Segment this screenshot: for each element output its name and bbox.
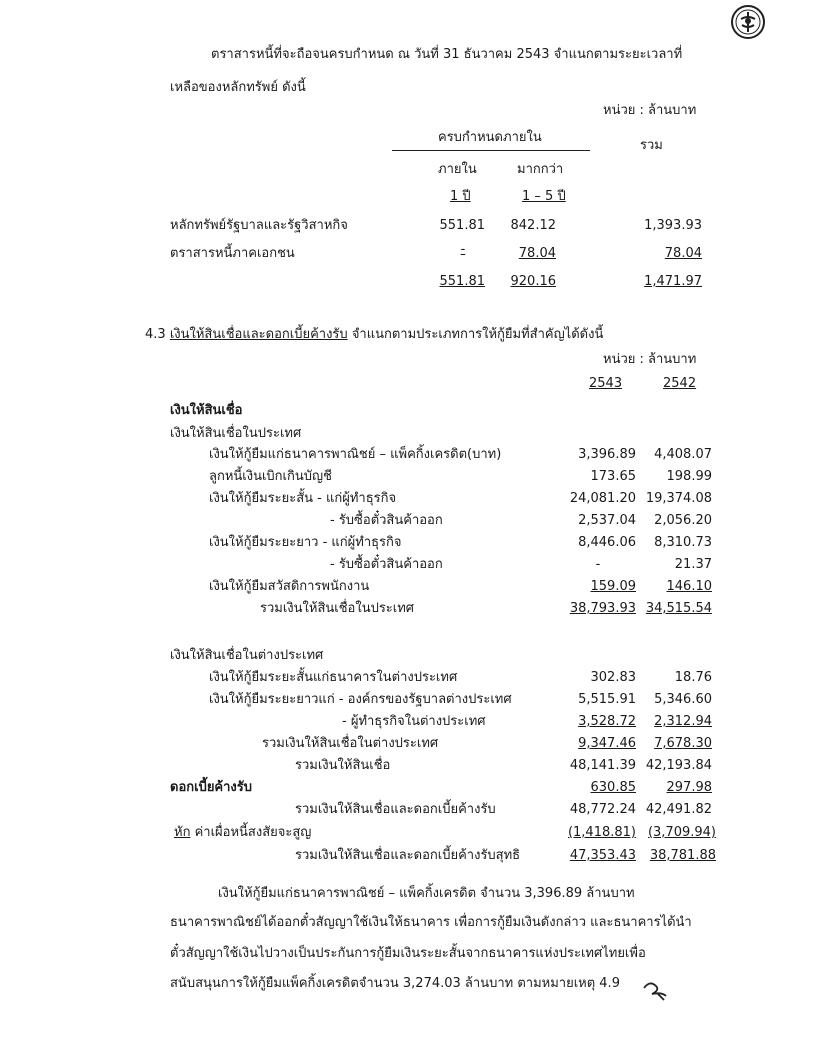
value-2543: - (595, 557, 601, 572)
domestic-row-label: เงินให้กู้ยืมระยะสั้น - แก่ผู้ทำธุรกิจ (209, 491, 397, 506)
value-2543: 47,353.43 (569, 848, 636, 863)
value-2543: 48,772.24 (569, 802, 636, 817)
section-title-rest: จำแนกตามประเภทการให้กู้ยืมที่สำคัญได้ดังนี้ (351, 327, 604, 342)
domestic-row-label: - รับซื้อตั๋วสินค้าออก (330, 513, 443, 528)
value-2543: 24,081.20 (569, 491, 636, 506)
value-2543: 159.09 (590, 579, 636, 594)
col2-header-bottom: 1 – 5 ปี (522, 189, 566, 204)
value-2543: 2,537.04 (578, 513, 636, 528)
year-header-2542: 2542 (663, 376, 697, 391)
value-2542: (3,709.94) (647, 825, 716, 840)
handwritten-initial-icon (640, 978, 670, 1002)
maturity-group-header: ครบกำหนดภายใน (438, 130, 542, 145)
col2-header-top: มากกว่า (517, 162, 564, 177)
domestic-row-label: เงินให้กู้ยืมแก่ธนาคารพาณิชย์ – แพ็คกิ้งเครดิต(บาท) (209, 447, 502, 462)
domestic-row-label: - รับซื้อตั๋วสินค้าออก (330, 557, 443, 572)
subtotal-label: รวมเงินให้สินเชื่อในประเทศ (260, 601, 415, 616)
maturity-row-value: - (460, 242, 466, 257)
maturity-sum-value: 551.81 (439, 274, 485, 289)
value-2542: 21.37 (674, 557, 712, 572)
value-2543: (1,418.81) (567, 825, 636, 840)
value-2542: 5,346.60 (654, 692, 712, 707)
maturity-row-label: ตราสารหนี้ภาคเอกชน (170, 246, 295, 261)
emblem-seal-icon (730, 4, 766, 40)
allowance-prefix: หัก (174, 825, 191, 840)
total-column-header: รวม (640, 138, 663, 153)
note-line-3: ตั๋วสัญญาใช้เงินไปวางเป็นประกันการกู้ยืมเงินระยะสั้นจากธนาคารแห่งประเทศไทยเพื่อ (170, 946, 646, 961)
value-2543: 302.83 (590, 670, 636, 685)
section-number: 4.3 (145, 327, 166, 342)
interest-heading: ดอกเบี้ยค้างรับ (170, 780, 253, 795)
value-2542: 8,310.73 (654, 535, 712, 550)
section-4-3-title (145, 327, 603, 343)
value-2542: 146.10 (666, 579, 712, 594)
maturity-row-total: 78.04 (664, 246, 702, 261)
value-2543: 38,793.93 (569, 601, 636, 616)
value-2542: 42,193.84 (645, 758, 712, 773)
domestic-heading: เงินให้สินเชื่อในประเทศ (170, 426, 302, 441)
foreign-row-label: - ผู้ทำธุรกิจในต่างประเทศ (342, 714, 486, 729)
unit-label: หน่วย : ล้านบาท (603, 352, 697, 367)
maturity-row-value: 842.12 (510, 218, 556, 233)
allowance-label: ค่าเผื่อหนี้สงสัยจะสูญ (194, 825, 312, 840)
value-2543: 3,528.72 (578, 714, 636, 729)
maturity-row-total: 1,393.93 (644, 218, 702, 233)
value-2543: 630.85 (590, 780, 636, 795)
maturity-row-value: 551.81 (439, 218, 485, 233)
maturity-row-label: หลักทรัพย์รัฐบาลและรัฐวิสาหกิจ (170, 218, 348, 233)
value-2542: 38,781.88 (649, 848, 716, 863)
domestic-row-label: เงินให้กู้ยืมระยะยาว - แก่ผู้ทำธุรกิจ (209, 535, 402, 550)
maturity-sum-value: 920.16 (510, 274, 556, 289)
value-2542: 2,312.94 (654, 714, 712, 729)
subtotal-label: รวมเงินให้สินเชื่อในต่างประเทศ (262, 736, 439, 751)
value-2542: 4,408.07 (654, 447, 712, 462)
col1-header-top: ภายใน (438, 162, 477, 177)
net-total-label: รวมเงินให้สินเชื่อและดอกเบี้ยค้างรับสุทธิ (295, 848, 521, 863)
value-2542: 42,491.82 (645, 802, 712, 817)
value-2543: 5,515.91 (578, 692, 636, 707)
unit-label: หน่วย : ล้านบาท (603, 103, 697, 118)
value-2542: 34,515.54 (645, 601, 712, 616)
value-2542: 19,374.08 (645, 491, 712, 506)
maturity-sum-total: 1,471.97 (644, 274, 702, 289)
total-label: รวมเงินให้สินเชื่อ (295, 758, 391, 773)
value-2542: 7,678.30 (654, 736, 712, 751)
value-2542: 18.76 (674, 670, 712, 685)
value-2542: 2,056.20 (654, 513, 712, 528)
value-2542: 297.98 (666, 780, 712, 795)
intro-line-2: เหลือของหลักทรัพย์ ดังนี้ (170, 80, 306, 95)
col1-header-bottom: 1 ปี (450, 189, 471, 204)
note-line-4: สนับสนุนการให้กู้ยืมแพ็คกิ้งเครดิตจำนวน 3,274.03 ล้านบาท ตามหมายเหตุ 4.9 (170, 976, 620, 991)
value-2543: 9,347.46 (578, 736, 636, 751)
note-line-2: ธนาคารพาณิชย์ได้ออกตั๋วสัญญาใช้เงินให้ธนาคาร เพื่อการกู้ยืมเงินดังกล่าว และธนาคารได้นำ (170, 915, 692, 930)
loans-heading: เงินให้สินเชื่อ (170, 403, 243, 418)
foreign-row-label: เงินให้กู้ยืมระยะสั้นแก่ธนาคารในต่างประเทศ (209, 670, 458, 685)
year-header-2543: 2543 (589, 376, 623, 391)
foreign-heading: เงินให้สินเชื่อในต่างประเทศ (170, 648, 324, 663)
maturity-row-value: 78.04 (518, 246, 556, 261)
total-label: รวมเงินให้สินเชื่อและดอกเบี้ยค้างรับ (295, 802, 496, 817)
domestic-row-label: เงินให้กู้ยืมสวัสดิการพนักงาน (209, 579, 370, 594)
domestic-row-label: ลูกหนี้เงินเบิกเกินบัญชี (209, 469, 332, 484)
value-2542: 198.99 (666, 469, 712, 484)
note-line-1: เงินให้กู้ยืมแก่ธนาคารพาณิชย์ – แพ็คกิ้งเครดิต จำนวน 3,396.89 ล้านบาท (218, 886, 635, 901)
section-title-underlined: เงินให้สินเชื่อและดอกเบี้ยค้างรับ (169, 327, 348, 342)
allowance-row (174, 825, 311, 841)
value-2543: 3,396.89 (578, 447, 636, 462)
foreign-row-label: เงินให้กู้ยืมระยะยาวแก่ - องค์กรของรัฐบาลต่างประเทศ (209, 692, 512, 707)
intro-line-1: ตราสารหนี้ที่จะถือจนครบกำหนด ณ วันที่ 31 ธันวาคม 2543 จำแนกตามระยะเวลาที่ (211, 47, 683, 62)
group-header-rule (392, 150, 590, 151)
value-2543: 48,141.39 (569, 758, 636, 773)
value-2543: 8,446.06 (578, 535, 636, 550)
value-2543: 173.65 (590, 469, 636, 484)
